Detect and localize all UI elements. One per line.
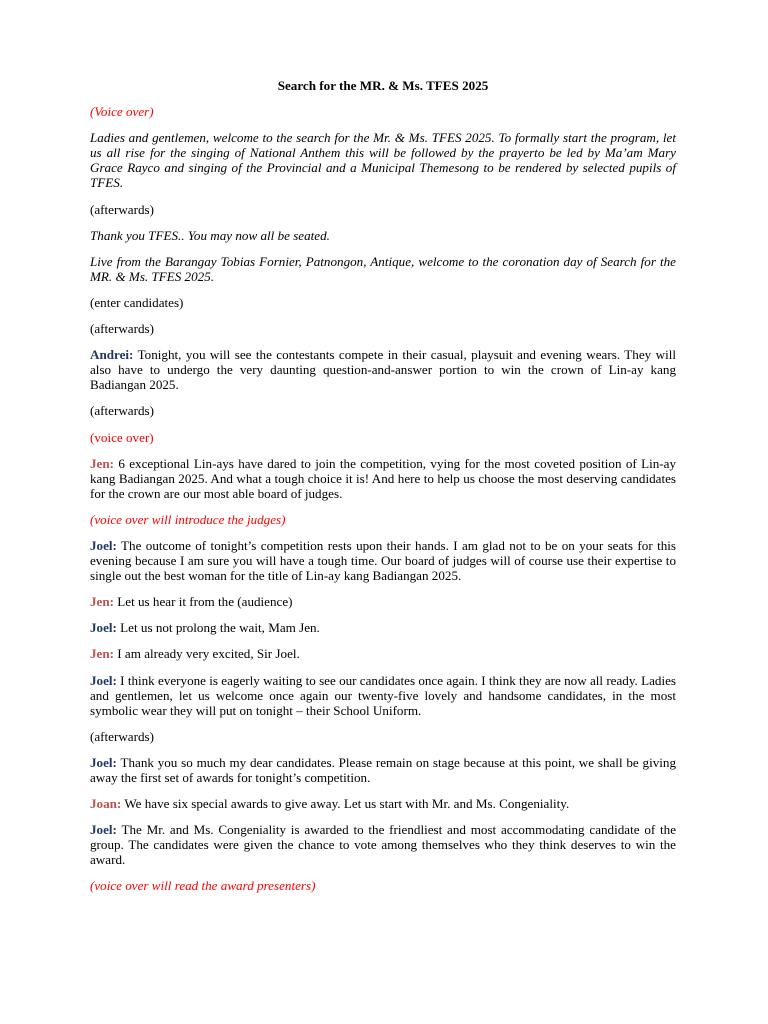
dialogue-line (90, 456, 676, 501)
stage-note: (enter candidates) (90, 294, 184, 310)
dialogue-text: Let us hear it from the (audience) (114, 594, 293, 610)
speaker-name: Joel: (90, 754, 117, 770)
dialogue-text: Let us not prolong the wait, Mam Jen. (116, 620, 320, 636)
script-body (90, 104, 676, 893)
speaker-name: Jen: (90, 594, 115, 610)
dialogue-text: I am already very excited, Sir Joel. (114, 646, 300, 662)
dialogue-text: The Mr. and Ms. Congeniality is awarded to the friendliest and most accommodating candidate of the group. The candidates were given the chance to vote among themselves who they think deserves to win the award. (90, 822, 676, 868)
dialogue-line (90, 796, 676, 811)
document-page (90, 78, 676, 905)
dialogue-text: Thank you so much my dear candidates. Please remain on stage because at this point, we shall be giving away the first set of awards for tonight’s competition. (90, 754, 676, 785)
dialogue-text: The outcome of tonight’s competition rests upon their hands. I am glad not to be on your seats for this evening because I am sure you will have a tough time. Our board of judges will of course use their expertise to single out the best woman for the title of Lin-ay kang Badiangan 2025. (90, 537, 676, 584)
dialogue-line (90, 594, 676, 609)
dialogue-text: We have six special awards to give away. Let us start with Mr. and Ms. Congeniality. (121, 796, 570, 812)
stage-note: (afterwards) (90, 321, 154, 337)
dialogue-line (90, 646, 676, 661)
voice-over-text: Thank you TFES.. You may now all be seated. (90, 227, 330, 243)
dialogue-text: Tonight, you will see the contestants compete in their casual, playsuit and evening wears. They will also have to undergo the very daunting question-and-answer portion to win the crown of Lin-ay kang Badiangan 2025. (90, 347, 676, 393)
dialogue-line (90, 755, 676, 785)
dialogue-line (90, 822, 676, 867)
dialogue-line (90, 538, 676, 583)
speaker-name: Joel: (90, 537, 117, 553)
speaker-name: Joan: (90, 796, 122, 812)
dialogue-line (90, 673, 676, 718)
speaker-name: Joel: (90, 672, 117, 688)
speaker-name: Jen: (90, 646, 115, 662)
speaker-name: Andrei: (90, 347, 134, 363)
dialogue-line (90, 620, 676, 635)
stage-direction: (voice over will introduce the judges) (90, 511, 286, 527)
voice-over-text: Ladies and gentlemen, welcome to the search for the Mr. & Ms. TFES 2025. To formally start the program, let us all rise for the singing of National Anthem this will be followed by the prayerto be led by Ma’am Mary Grace Rayco and singing of the Provincial and a Municipal Themesong to be rendered by selected pupils of TFES. (90, 130, 676, 191)
stage-note: (afterwards) (90, 403, 154, 419)
dialogue-text: 6 exceptional Lin-ays have dared to join the competition, vying for the most coveted position of Lin-ay kang Badiangan 2025. And what a tough choice it is! And here to help us choose the most deserving candidates for the crown are our most able board of judges. (90, 455, 676, 501)
dialogue-text: I think everyone is eagerly waiting to see our candidates once again. I think they are now all ready. Ladies and gentlemen, let us welcome once again our twenty-five lovely and handsome candidates, in the most symbolic wear they will put on tonight – their School Uniform. (90, 672, 676, 718)
speaker-name: Jen: (90, 455, 115, 471)
dialogue-line (90, 347, 676, 392)
stage-note: (afterwards) (90, 728, 154, 744)
speaker-name: Joel: (90, 620, 117, 636)
stage-direction: (Voice over) (90, 104, 154, 120)
speaker-name: Joel: (90, 822, 117, 838)
stage-note: (afterwards) (90, 201, 154, 217)
stage-direction: (voice over will read the award presenters) (90, 878, 316, 894)
document-title: Search for the MR. & Ms. TFES 2025 (277, 78, 489, 93)
stage-direction: (voice over) (90, 429, 154, 445)
voice-over-text: Live from the Barangay Tobias Fornier, Patnongon, Antique, welcome to the coronation day of Search for the MR. & Ms. TFES 2025. (90, 253, 676, 284)
